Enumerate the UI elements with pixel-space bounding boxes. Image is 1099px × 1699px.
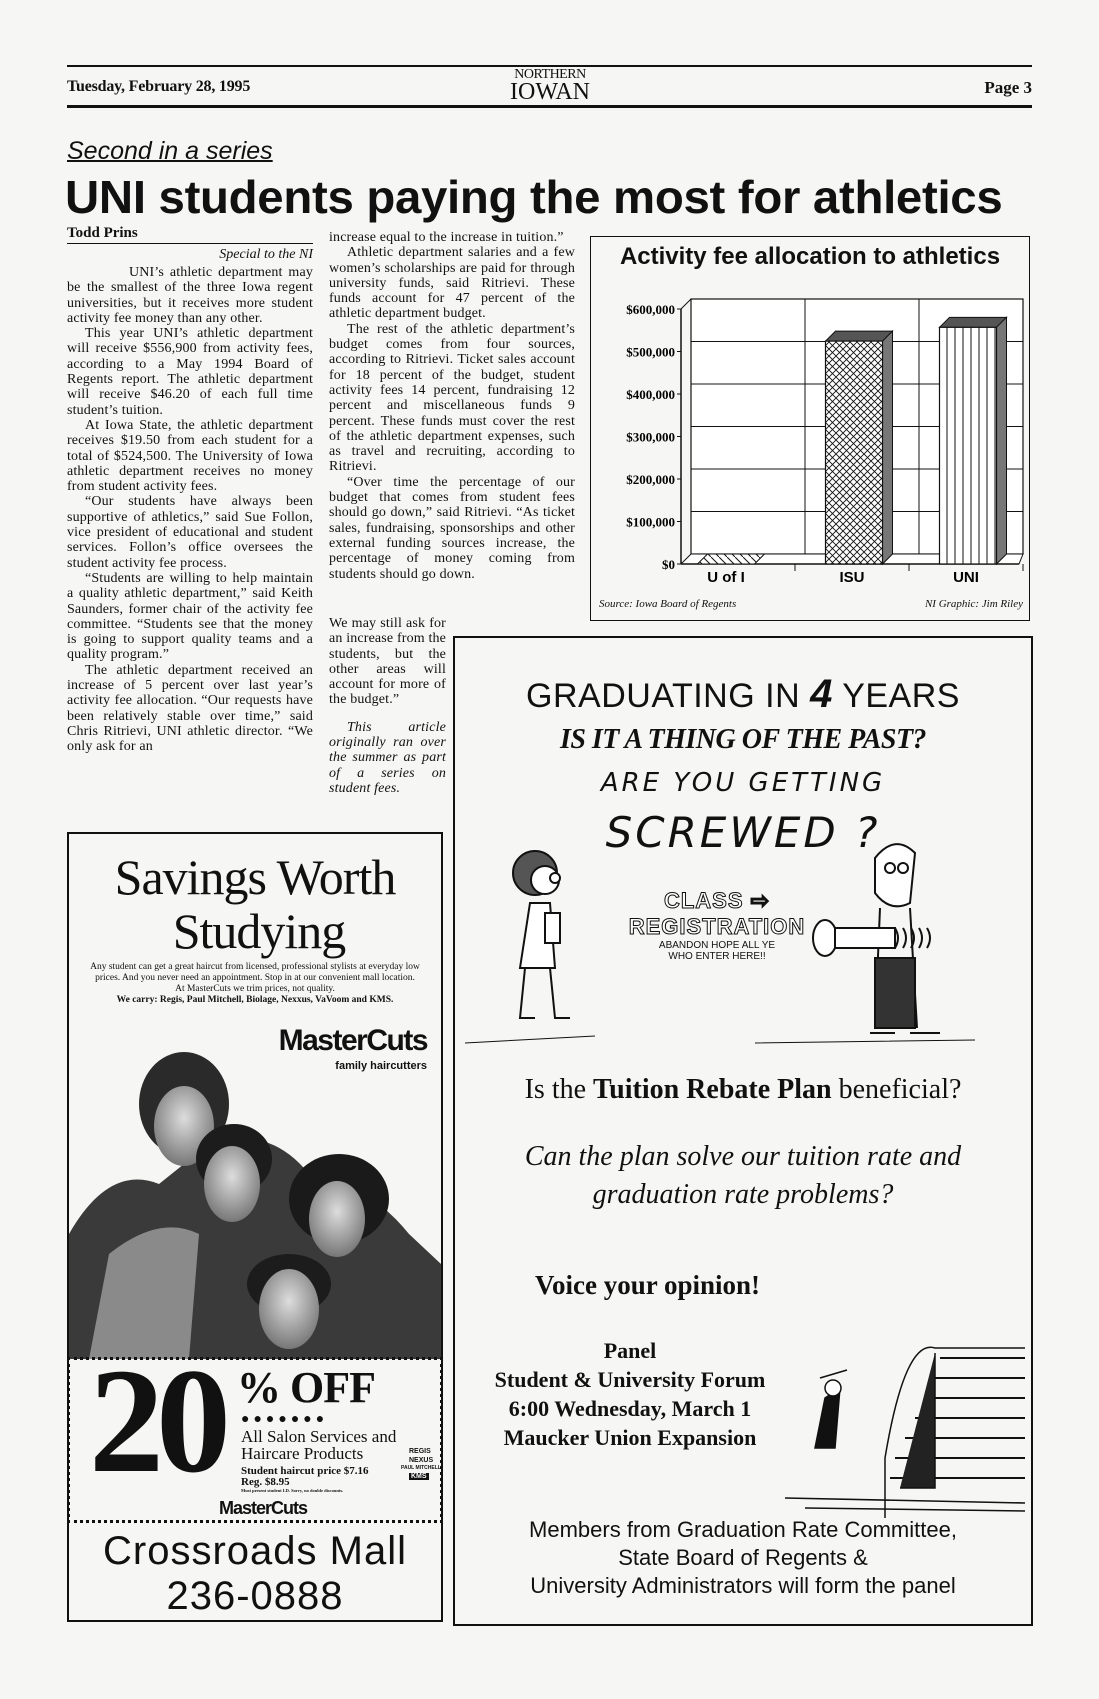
q1-b: Tuition Rebate Plan	[593, 1074, 832, 1105]
sign-class	[627, 888, 807, 914]
ad-body-text: Any student can get a great haircut from licensed, professional stylists at everyday low prices. And you never need an appointment. Stop in at our convenient mall location.	[90, 962, 420, 983]
bar-isu	[826, 341, 883, 564]
kms-logo-wrap	[409, 1472, 441, 1481]
series-note: This article originally ran over the summer as part of a series on student fees.	[329, 719, 446, 796]
sign-abandon-hope: ABANDON HOPE ALL YE	[658, 940, 776, 951]
page-number: Page 3	[984, 78, 1032, 97]
class-registration-sign	[627, 888, 807, 962]
mastercuts-logo-sub: family haircutters	[335, 1060, 427, 1072]
phone-number: 236-0888	[166, 1574, 344, 1618]
masthead-bottom: IOWAN	[510, 79, 590, 105]
article-column-2	[329, 230, 575, 582]
paragraph: “Over time the percentage of our budget that comes from student fees should go down,” said Ritrievi. “As ticket sales, fundraising, sponsorships and other external funding sources increase, the percentage of money coming from students should go down.	[329, 474, 575, 582]
ad-body	[79, 962, 431, 1006]
forum-ad	[453, 636, 1033, 1626]
bar-top	[826, 331, 893, 341]
members-1: Members from Graduation Rate Committee,	[529, 1517, 957, 1542]
mall-location: Crossroads Mall	[103, 1529, 407, 1573]
header-bottom-rule	[67, 105, 1032, 108]
four-numeral: 4	[810, 672, 833, 716]
paragraph: At Iowa State, the athletic department receives $19.50 from each student for a total of $524,500. The University of Iowa athletic department receives no money from student activity fees.	[67, 417, 313, 495]
y-tick-label: $200,000	[626, 472, 675, 487]
mastercuts-logo: MasterCuts	[278, 1024, 427, 1057]
kms-logo: KMS	[411, 1473, 427, 1480]
panel-members	[455, 1516, 1031, 1600]
x-category-label: U of I	[707, 569, 745, 586]
mastercuts-ad	[67, 832, 443, 1622]
paragraph: This year UNI’s athletic department will receive $556,900 from activity fees, according to a May 1994 Board of Regents report. The athletic department will receive $46.20 of each full time student’s tuition.	[67, 326, 313, 418]
coupon-price	[241, 1466, 369, 1494]
bar-uni	[940, 327, 997, 564]
ad-brands: We carry: Regis, Paul Mitchell, Biolage, Nexxus, VaVoom and KMS.	[116, 995, 394, 1005]
byline-credit: Special to the NI	[219, 247, 313, 262]
plan-question-2: graduation rate problems?	[592, 1179, 894, 1210]
coupon-fine-print: Must present student I.D. Sorry, no double discounts.	[241, 1488, 344, 1493]
bar-side	[883, 331, 893, 564]
panel-title: Panel	[603, 1338, 657, 1363]
tuition-rebate-question	[455, 1074, 1031, 1106]
regular-price: Reg. $8.95	[241, 1476, 290, 1488]
paragraph: “Students are willing to help maintain a quality athletic department,” said Keith Saunders, former chair of the activity fee committee. “Students see that the money is going to support quality teams and a quality program.”	[67, 570, 313, 663]
screwed: SCREWED ?	[605, 808, 881, 857]
chart-title: Activity fee allocation to athletics	[619, 243, 1001, 270]
paragraph: UNI’s athletic department may be the smallest of the three Iowa regent universities, but it receives more student activity fee money than any other.	[67, 265, 313, 326]
bar-u-of-i	[698, 554, 765, 564]
graduate-cliff-illustration	[785, 1308, 1031, 1518]
panel-forum: Student & University Forum	[494, 1367, 766, 1392]
paragraph: “Our students have always been supportive of athletics,” said Sue Follon, vice president of educational and student services. Follon’s office oversees the student activity fee process.	[67, 494, 313, 571]
chart-credit: NI Graphic: Jim Riley	[924, 598, 1023, 610]
paragraph: We may still ask for an increase from the students, but the other areas will account for more of the budget.”	[329, 616, 446, 708]
voice-opinion: Voice your opinion!	[535, 1270, 761, 1300]
masthead-logo	[490, 68, 610, 104]
sign-registration: REGISTRATION	[628, 914, 806, 939]
regis-logo: REGIS	[409, 1448, 431, 1455]
y-tick-label: $400,000	[626, 387, 675, 402]
article-column-2-narrow	[329, 616, 446, 796]
coupon-services	[241, 1428, 396, 1462]
coupon-pct-off: % OFF	[237, 1363, 375, 1412]
coupon-mastercuts-logo: MasterCuts	[219, 1498, 308, 1518]
sign-who-enter: WHO ENTER HERE!!	[668, 951, 766, 962]
x-category-label: UNI	[953, 569, 979, 586]
paragraph: Athletic department salaries and a few women’s scholarships are paid for through university funds, said Ritrievi. These funds account for 47 percent of the athletic department budget.	[329, 245, 575, 322]
masthead-top: NORTHERN	[514, 67, 586, 82]
bar-side	[997, 317, 1007, 564]
article-column-1	[67, 265, 313, 755]
panel-info	[465, 1336, 795, 1452]
coupon-services-1: All Salon Services and	[241, 1427, 397, 1446]
q1-c: beneficial?	[838, 1074, 962, 1105]
coupon-dots: ●●●●●●●	[241, 1412, 329, 1427]
nexus-logo: NEXUS	[409, 1457, 434, 1464]
chart-source: Source: Iowa Board of Regents	[599, 598, 737, 610]
graduating-line	[455, 672, 1031, 717]
y-tick-label: $600,000	[626, 302, 675, 317]
coupon-services-2: Haircare Products	[241, 1444, 364, 1463]
paragraph: increase equal to the increase in tuition.”	[329, 230, 564, 245]
members-2: State Board of Regents &	[618, 1545, 868, 1570]
models-photo	[69, 1034, 441, 1359]
members-3: University Administrators will form the panel	[530, 1573, 956, 1598]
coupon-20: 20	[89, 1338, 223, 1504]
ad-tagline: At MasterCuts we trim prices, not quality.	[175, 984, 335, 994]
y-tick-label: $0	[662, 557, 675, 572]
arrow-right-icon: ⇨	[750, 888, 771, 913]
bar-chart	[591, 237, 1028, 619]
bar-top	[940, 317, 1007, 327]
plan-question	[455, 1138, 1031, 1214]
q1-a: Is the	[524, 1074, 587, 1105]
series-kicker: Second in a series	[67, 137, 273, 165]
panel-time: 6:00 Wednesday, March 1	[508, 1396, 752, 1421]
sign-class-text: CLASS	[663, 888, 744, 913]
headline: UNI students paying the most for athletics	[65, 171, 1003, 223]
graduating-text: GRADUATING IN	[526, 677, 801, 715]
panel-location: Maucker Union Expansion	[503, 1425, 757, 1450]
years-text: YEARS	[842, 677, 960, 715]
y-tick-label: $300,000	[626, 429, 675, 445]
byline: Todd Prins	[67, 225, 313, 244]
chart-side-edge	[681, 299, 691, 309]
are-you-getting: ARE YOU GETTING	[600, 768, 886, 798]
y-tick-label: $100,000	[626, 514, 675, 530]
paragraph: The rest of the athletic department’s budget comes from four sources, according to Ritrievi. Ticket sales account for 18 percent of the budget, student activity fees 14 percent, fundraising 12 percent and miscellaneous funds 9 percent. These funds must cover the rest of the athletic department expenses, such as travel and recruiting, according to Ritrievi.	[329, 321, 575, 475]
plan-question-1: Can the plan solve our tuition rate and	[524, 1141, 962, 1172]
student-price: Student haircut price $7.16	[241, 1465, 369, 1477]
x-category-label: ISU	[839, 569, 865, 586]
ad-headline-1: Savings Worth	[114, 849, 396, 905]
chart-box	[590, 236, 1030, 621]
thing-of-past: IS IT A THING OF THE PAST?	[559, 724, 927, 755]
paul-mitchell-logo: PAUL MITCHELL	[401, 1465, 441, 1471]
ad-headline-2: Studying	[172, 903, 346, 959]
brand-logos	[401, 1447, 441, 1481]
paragraph: The athletic department received an increase of 5 percent over last year’s activity fee allocation. “Our requests have been relatively stable over time,” said Chris Ritrievi, UNI athletic director. “We only ask for an	[67, 662, 313, 755]
y-tick-label: $500,000	[626, 344, 675, 360]
issue-date: Tuesday, February 28, 1995	[67, 78, 251, 95]
